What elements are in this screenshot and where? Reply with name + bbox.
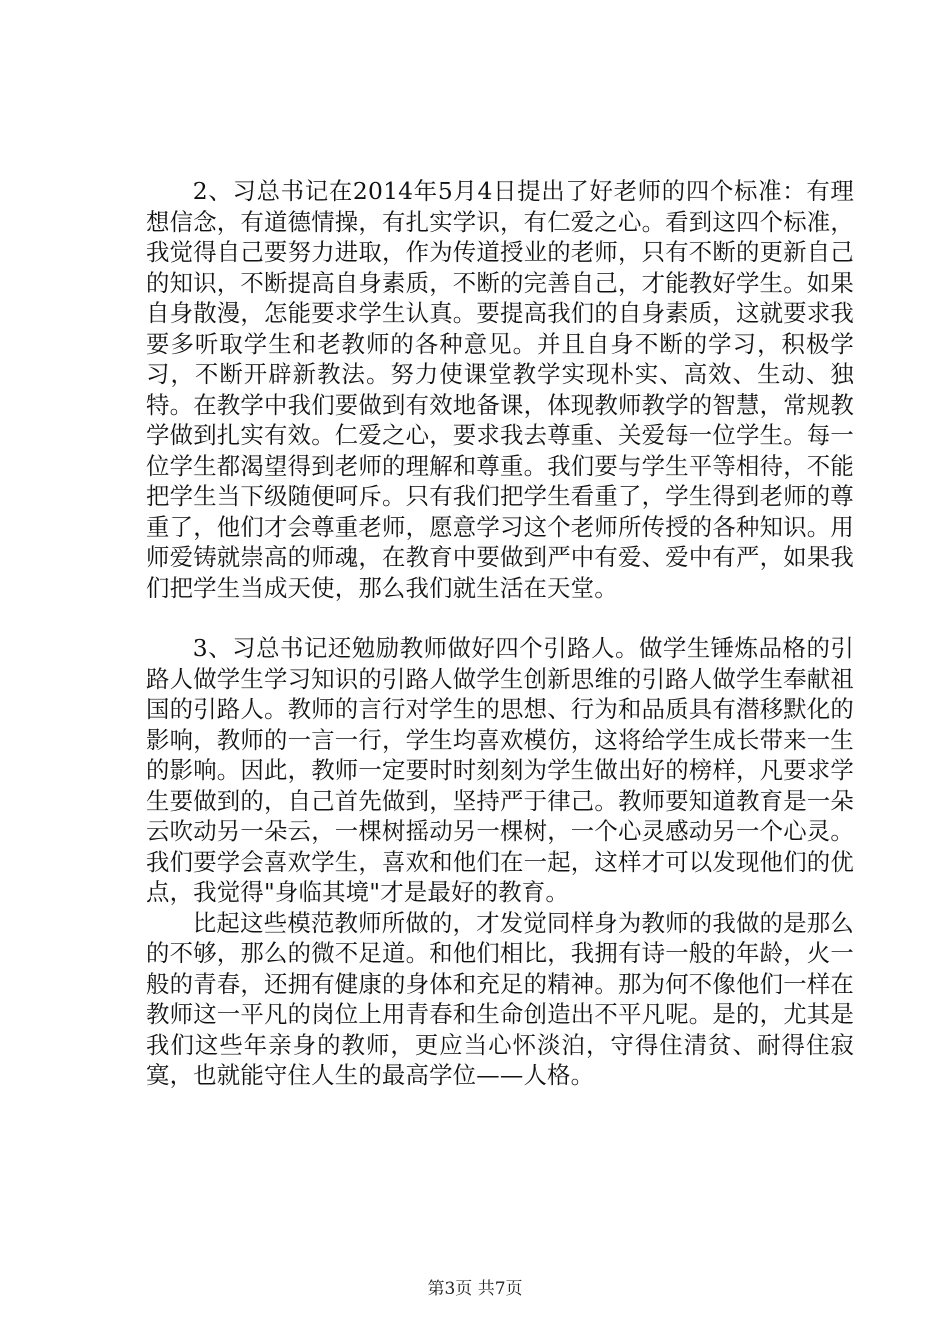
document-body [146, 176, 854, 1091]
page-number-footer: 第3页 共7页 [427, 1279, 523, 1299]
paragraph-teacher-standards: 2、习总书记在2014年5月4日提出了好老师的四个标准：有理想信念，有道德情操，有扎实学识，有仁爱之心。看到这四个标准，我觉得自己要努力进取，作为传道授业的老师，只有不断的更新自己的知识，不断提高自身素质，不断的完善自己，才能教好学生。如果自身散漫，怎能要求学生认真。要提高我们的自身素质，这就要求我要多听取学生和老教师的各种意见。并且自身不断的学习，积极学习，不断开辟新教法。努力使课堂教学实现朴实、高效、生动、独特。在教学中我们要做到有效地备课，体现教师教学的智慧，常规教学做到扎实有效。仁爱之心，要求我去尊重、关爱每一位学生。每一位学生都渴望得到老师的理解和尊重。我们要与学生平等相待，不能把学生当下级随便呵斥。只有我们把学生看重了，学生得到老师的尊重了，他们才会尊重老师，愿意学习这个老师所传授的各种知识。用师爱铸就崇高的师魂，在教育中要做到严中有爱、爱中有严，如果我们把学生当成天使，那么我们就生活在天堂。 [146, 177, 854, 602]
paragraph-reflection: 比起这些模范教师所做的，才发觉同样身为教师的我做的是那么的不够，那么的微不足道。和他们相比，我拥有诗一般的年龄，火一般的青春，还拥有健康的身体和充足的精神。那为何不像他们一样在教师这一平凡的岗位上用青春和生命创造出不平凡呢。是的，尤其是我们这些年亲身的教师，更应当心怀淡泊，守得住清贫、耐得住寂寞，也就能守住人生的最高学位——人格。 [146, 908, 854, 1089]
paragraph-four-guides: 3、习总书记还勉励教师做好四个引路人。做学生锤炼品格的引路人做学生学习知识的引路人做学生创新思维的引路人做学生奉献祖国的引路人。教师的言行对学生的思想、行为和品质具有潜移默化的影响，教师的一言一行，学生均喜欢模仿，这将给学生成长带来一生的影响。因此，教师一定要时时刻刻为学生做出好的榜样，凡要求学生要做到的，自己首先做到，坚持严于律己。教师要知道教育是一朵云吹动另一朵云，一棵树摇动另一棵树，一个心灵感动另一个心灵。我们要学会喜欢学生，喜欢和他们在一起，这样才可以发现他们的优点，我觉得"身临其境"才是最好的教育。 [146, 634, 854, 906]
